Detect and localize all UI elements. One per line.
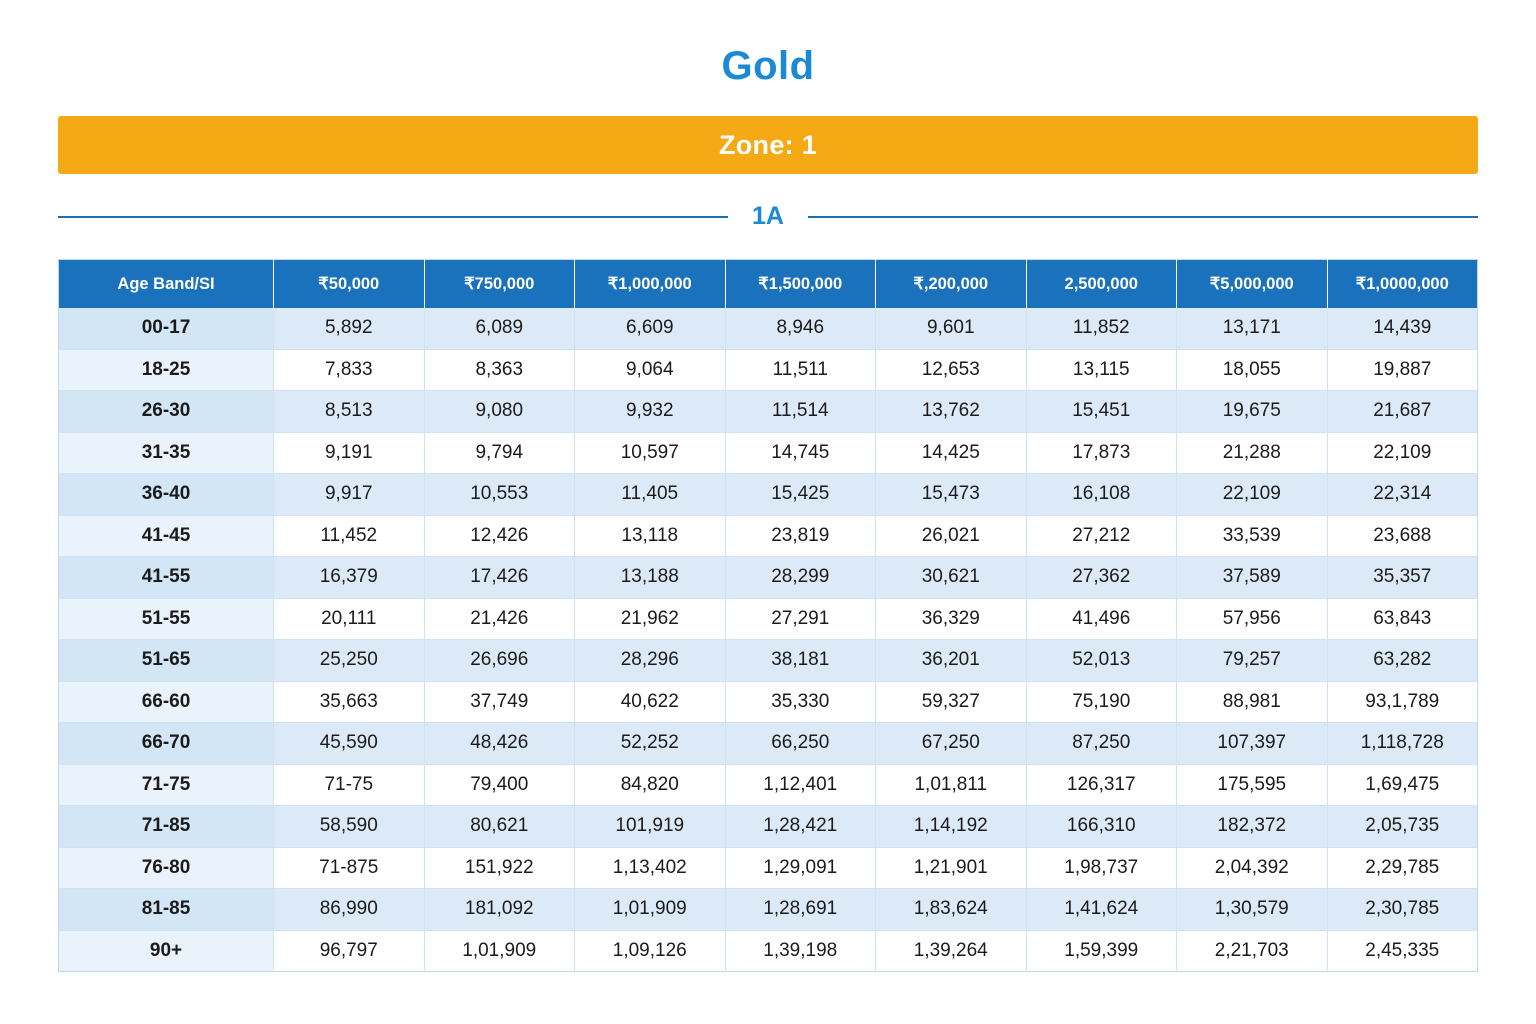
premium-value-cell: 30,621 bbox=[876, 557, 1027, 599]
premium-value-cell: 11,852 bbox=[1026, 308, 1177, 349]
premium-value-cell: 15,451 bbox=[1026, 391, 1177, 433]
premium-value-cell: 36,329 bbox=[876, 598, 1027, 640]
premium-value-cell: 9,601 bbox=[876, 308, 1027, 349]
age-band-cell: 71-75 bbox=[59, 764, 274, 806]
table-row bbox=[59, 308, 1478, 349]
premium-value-cell: 1,39,198 bbox=[725, 930, 876, 972]
premium-value-cell: 1,39,264 bbox=[876, 930, 1027, 972]
premium-value-cell: 12,653 bbox=[876, 349, 1027, 391]
age-band-cell: 26-30 bbox=[59, 391, 274, 433]
premium-value-cell: 13,188 bbox=[575, 557, 726, 599]
premium-value-cell: 6,609 bbox=[575, 308, 726, 349]
premium-value-cell: 8,946 bbox=[725, 308, 876, 349]
age-band-cell: 51-55 bbox=[59, 598, 274, 640]
column-header-si-6: 2,500,000 bbox=[1026, 260, 1177, 309]
premium-value-cell: 182,372 bbox=[1177, 806, 1328, 848]
premium-value-cell: 9,064 bbox=[575, 349, 726, 391]
premium-value-cell: 71-875 bbox=[274, 847, 425, 889]
premium-value-cell: 16,379 bbox=[274, 557, 425, 599]
premium-value-cell: 8,513 bbox=[274, 391, 425, 433]
premium-value-cell: 2,04,392 bbox=[1177, 847, 1328, 889]
age-band-cell: 41-45 bbox=[59, 515, 274, 557]
premium-value-cell: 28,299 bbox=[725, 557, 876, 599]
premium-value-cell: 14,439 bbox=[1327, 308, 1478, 349]
premium-value-cell: 166,310 bbox=[1026, 806, 1177, 848]
premium-value-cell: 27,291 bbox=[725, 598, 876, 640]
table-header-row bbox=[59, 260, 1478, 309]
premium-value-cell: 23,819 bbox=[725, 515, 876, 557]
premium-value-cell: 63,282 bbox=[1327, 640, 1478, 682]
premium-value-cell: 1,118,728 bbox=[1327, 723, 1478, 765]
premium-value-cell: 126,317 bbox=[1026, 764, 1177, 806]
premium-rate-table bbox=[58, 259, 1478, 972]
premium-value-cell: 181,092 bbox=[424, 889, 575, 931]
premium-value-cell: 22,314 bbox=[1327, 474, 1478, 516]
premium-value-cell: 8,363 bbox=[424, 349, 575, 391]
premium-value-cell: 57,956 bbox=[1177, 598, 1328, 640]
premium-value-cell: 48,426 bbox=[424, 723, 575, 765]
premium-value-cell: 1,29,091 bbox=[725, 847, 876, 889]
premium-value-cell: 2,21,703 bbox=[1177, 930, 1328, 972]
table-row bbox=[59, 847, 1478, 889]
premium-value-cell: 87,250 bbox=[1026, 723, 1177, 765]
premium-value-cell: 9,080 bbox=[424, 391, 575, 433]
premium-value-cell: 17,873 bbox=[1026, 432, 1177, 474]
premium-value-cell: 5,892 bbox=[274, 308, 425, 349]
premium-value-cell: 1,01,909 bbox=[575, 889, 726, 931]
premium-value-cell: 21,687 bbox=[1327, 391, 1478, 433]
premium-value-cell: 151,922 bbox=[424, 847, 575, 889]
premium-value-cell: 27,362 bbox=[1026, 557, 1177, 599]
premium-value-cell: 15,425 bbox=[725, 474, 876, 516]
premium-value-cell: 28,296 bbox=[575, 640, 726, 682]
premium-value-cell: 71-75 bbox=[274, 764, 425, 806]
table-row bbox=[59, 598, 1478, 640]
age-band-cell: 36-40 bbox=[59, 474, 274, 516]
premium-value-cell: 15,473 bbox=[876, 474, 1027, 516]
table-row bbox=[59, 557, 1478, 599]
premium-value-cell: 101,919 bbox=[575, 806, 726, 848]
column-header-si-3: ₹1,000,000 bbox=[575, 260, 726, 309]
premium-value-cell: 26,696 bbox=[424, 640, 575, 682]
table-row bbox=[59, 806, 1478, 848]
table-row bbox=[59, 930, 1478, 972]
age-band-cell: 76-80 bbox=[59, 847, 274, 889]
premium-value-cell: 41,496 bbox=[1026, 598, 1177, 640]
premium-value-cell: 1,30,579 bbox=[1177, 889, 1328, 931]
premium-value-cell: 11,511 bbox=[725, 349, 876, 391]
premium-value-cell: 22,109 bbox=[1327, 432, 1478, 474]
premium-value-cell: 9,932 bbox=[575, 391, 726, 433]
premium-value-cell: 33,539 bbox=[1177, 515, 1328, 557]
page-title: Gold bbox=[721, 44, 815, 88]
premium-value-cell: 79,257 bbox=[1177, 640, 1328, 682]
premium-value-cell: 13,118 bbox=[575, 515, 726, 557]
column-header-age-band: Age Band/SI bbox=[59, 260, 274, 309]
table-row bbox=[59, 889, 1478, 931]
premium-value-cell: 63,843 bbox=[1327, 598, 1478, 640]
premium-value-cell: 23,688 bbox=[1327, 515, 1478, 557]
premium-value-cell: 11,514 bbox=[725, 391, 876, 433]
premium-value-cell: 1,13,402 bbox=[575, 847, 726, 889]
divider-left bbox=[58, 216, 728, 218]
premium-value-cell: 86,990 bbox=[274, 889, 425, 931]
premium-value-cell: 58,590 bbox=[274, 806, 425, 848]
premium-value-cell: 2,29,785 bbox=[1327, 847, 1478, 889]
premium-value-cell: 80,621 bbox=[424, 806, 575, 848]
premium-value-cell: 1,59,399 bbox=[1026, 930, 1177, 972]
premium-value-cell: 175,595 bbox=[1177, 764, 1328, 806]
table-row bbox=[59, 640, 1478, 682]
sub-header-label: 1A bbox=[752, 202, 784, 230]
premium-value-cell: 21,288 bbox=[1177, 432, 1328, 474]
premium-value-cell: 12,426 bbox=[424, 515, 575, 557]
premium-value-cell: 35,357 bbox=[1327, 557, 1478, 599]
age-band-cell: 51-65 bbox=[59, 640, 274, 682]
table-row bbox=[59, 681, 1478, 723]
age-band-cell: 66-70 bbox=[59, 723, 274, 765]
premium-value-cell: 1,28,421 bbox=[725, 806, 876, 848]
premium-value-cell: 2,30,785 bbox=[1327, 889, 1478, 931]
zone-banner-label: Zone: 1 bbox=[718, 129, 818, 160]
column-header-si-8: ₹1,0000,000 bbox=[1327, 260, 1478, 309]
age-band-cell: 71-85 bbox=[59, 806, 274, 848]
table-row bbox=[59, 349, 1478, 391]
premium-value-cell: 66,250 bbox=[725, 723, 876, 765]
table-row bbox=[59, 515, 1478, 557]
premium-value-cell: 37,749 bbox=[424, 681, 575, 723]
premium-value-cell: 75,190 bbox=[1026, 681, 1177, 723]
premium-value-cell: 35,663 bbox=[274, 681, 425, 723]
premium-value-cell: 84,820 bbox=[575, 764, 726, 806]
premium-value-cell: 16,108 bbox=[1026, 474, 1177, 516]
premium-value-cell: 1,12,401 bbox=[725, 764, 876, 806]
column-header-si-1: ₹50,000 bbox=[274, 260, 425, 309]
premium-value-cell: 14,745 bbox=[725, 432, 876, 474]
premium-value-cell: 52,013 bbox=[1026, 640, 1177, 682]
premium-value-cell: 13,115 bbox=[1026, 349, 1177, 391]
table-row bbox=[59, 432, 1478, 474]
premium-value-cell: 93,1,789 bbox=[1327, 681, 1478, 723]
rate-table-container bbox=[58, 259, 1478, 972]
divider-right bbox=[808, 216, 1478, 218]
premium-value-cell: 21,962 bbox=[575, 598, 726, 640]
age-band-cell: 41-55 bbox=[59, 557, 274, 599]
premium-value-cell: 19,887 bbox=[1327, 349, 1478, 391]
premium-value-cell: 2,05,735 bbox=[1327, 806, 1478, 848]
premium-value-cell: 9,794 bbox=[424, 432, 575, 474]
premium-value-cell: 11,405 bbox=[575, 474, 726, 516]
premium-value-cell: 14,425 bbox=[876, 432, 1027, 474]
premium-value-cell: 59,327 bbox=[876, 681, 1027, 723]
premium-value-cell: 40,622 bbox=[575, 681, 726, 723]
premium-value-cell: 38,181 bbox=[725, 640, 876, 682]
table-header bbox=[59, 260, 1478, 309]
premium-value-cell: 1,69,475 bbox=[1327, 764, 1478, 806]
table-body bbox=[59, 308, 1478, 972]
premium-value-cell: 37,589 bbox=[1177, 557, 1328, 599]
premium-value-cell: 7,833 bbox=[274, 349, 425, 391]
premium-value-cell: 10,553 bbox=[424, 474, 575, 516]
age-band-cell: 00-17 bbox=[59, 308, 274, 349]
premium-value-cell: 96,797 bbox=[274, 930, 425, 972]
premium-value-cell: 88,981 bbox=[1177, 681, 1328, 723]
premium-value-cell: 18,055 bbox=[1177, 349, 1328, 391]
premium-value-cell: 79,400 bbox=[424, 764, 575, 806]
table-row bbox=[59, 723, 1478, 765]
premium-value-cell: 36,201 bbox=[876, 640, 1027, 682]
column-header-si-7: ₹5,000,000 bbox=[1177, 260, 1328, 309]
age-band-cell: 18-25 bbox=[59, 349, 274, 391]
premium-value-cell: 1,14,192 bbox=[876, 806, 1027, 848]
premium-value-cell: 21,426 bbox=[424, 598, 575, 640]
age-band-cell: 81-85 bbox=[59, 889, 274, 931]
premium-value-cell: 1,21,901 bbox=[876, 847, 1027, 889]
premium-value-cell: 1,28,691 bbox=[725, 889, 876, 931]
column-header-si-4: ₹1,500,000 bbox=[725, 260, 876, 309]
premium-value-cell: 13,171 bbox=[1177, 308, 1328, 349]
premium-value-cell: 10,597 bbox=[575, 432, 726, 474]
premium-value-cell: 1,98,737 bbox=[1026, 847, 1177, 889]
premium-value-cell: 1,01,811 bbox=[876, 764, 1027, 806]
premium-value-cell: 22,109 bbox=[1177, 474, 1328, 516]
premium-value-cell: 20,111 bbox=[274, 598, 425, 640]
column-header-si-5: ₹,200,000 bbox=[876, 260, 1027, 309]
age-band-cell: 31-35 bbox=[59, 432, 274, 474]
premium-value-cell: 17,426 bbox=[424, 557, 575, 599]
age-band-cell: 90+ bbox=[59, 930, 274, 972]
premium-value-cell: 13,762 bbox=[876, 391, 1027, 433]
premium-value-cell: 1,01,909 bbox=[424, 930, 575, 972]
premium-value-cell: 45,590 bbox=[274, 723, 425, 765]
premium-value-cell: 1,83,624 bbox=[876, 889, 1027, 931]
age-band-cell: 66-60 bbox=[59, 681, 274, 723]
premium-value-cell: 2,45,335 bbox=[1327, 930, 1478, 972]
premium-value-cell: 19,675 bbox=[1177, 391, 1328, 433]
table-row bbox=[59, 764, 1478, 806]
table-row bbox=[59, 391, 1478, 433]
premium-value-cell: 11,452 bbox=[274, 515, 425, 557]
premium-value-cell: 6,089 bbox=[424, 308, 575, 349]
premium-value-cell: 26,021 bbox=[876, 515, 1027, 557]
premium-value-cell: 35,330 bbox=[725, 681, 876, 723]
zone-banner bbox=[58, 116, 1478, 174]
premium-value-cell: 27,212 bbox=[1026, 515, 1177, 557]
premium-value-cell: 25,250 bbox=[274, 640, 425, 682]
premium-value-cell: 9,191 bbox=[274, 432, 425, 474]
premium-value-cell: 67,250 bbox=[876, 723, 1027, 765]
premium-value-cell: 52,252 bbox=[575, 723, 726, 765]
premium-value-cell: 1,09,126 bbox=[575, 930, 726, 972]
sub-header bbox=[58, 202, 1478, 231]
premium-value-cell: 9,917 bbox=[274, 474, 425, 516]
premium-value-cell: 1,41,624 bbox=[1026, 889, 1177, 931]
column-header-si-2: ₹750,000 bbox=[424, 260, 575, 309]
premium-value-cell: 107,397 bbox=[1177, 723, 1328, 765]
table-row bbox=[59, 474, 1478, 516]
